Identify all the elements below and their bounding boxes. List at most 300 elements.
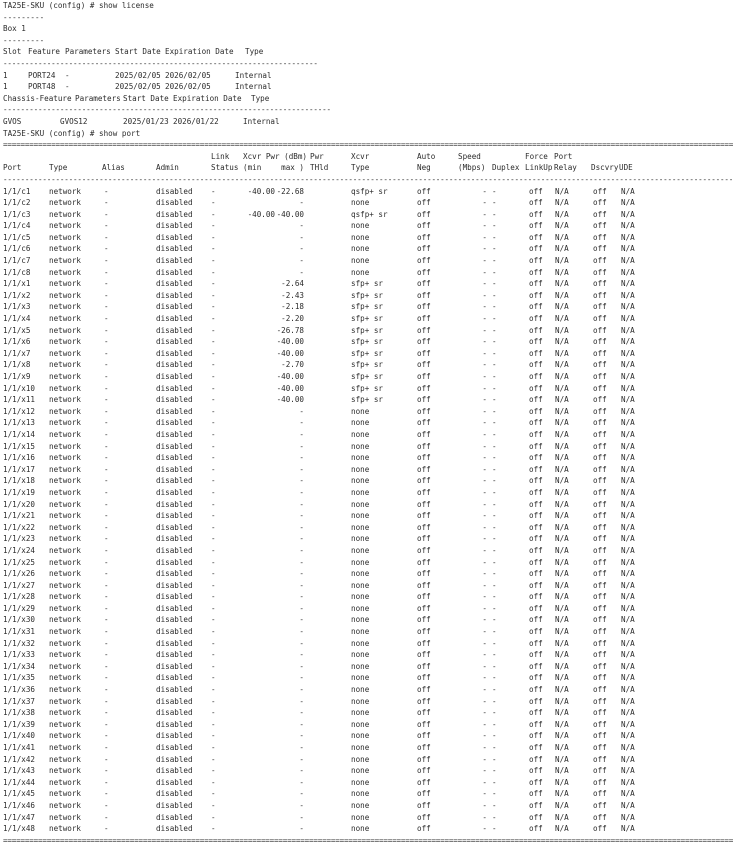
port-duplex: - [492, 696, 497, 706]
port-relay: N/A [555, 534, 569, 544]
port-xcvr-type: sfp+ sr [351, 383, 384, 393]
port-auto-neg: off [417, 534, 431, 544]
port-xcvr-pwr-max: - [299, 673, 304, 683]
port-alias: - [104, 325, 109, 335]
port-speed: - [482, 279, 487, 289]
port-force-linkup: off [529, 696, 543, 706]
col-xcvr-pwr: Xcvr Pwr (dBm) [243, 151, 308, 161]
col-link: Link [211, 151, 230, 161]
port-ude: N/A [621, 209, 635, 219]
port-xcvr-pwr-max: - [299, 557, 304, 567]
port-duplex: - [492, 522, 497, 532]
port-ude: N/A [621, 232, 635, 242]
port-id: 1/1/x48 [3, 824, 36, 834]
port-xcvr-type: none [351, 615, 370, 625]
port-dscvry: off [593, 348, 607, 358]
port-auto-neg: off [417, 418, 431, 428]
port-alias: - [104, 638, 109, 648]
port-speed: - [482, 232, 487, 242]
port-link-status: - [211, 325, 216, 335]
port-row [3, 730, 639, 742]
port-dscvry: off [593, 766, 607, 776]
port-alias: - [104, 476, 109, 486]
port-alias: - [104, 232, 109, 242]
port-xcvr-type: none [351, 429, 370, 439]
col-duplex: Duplex [492, 163, 520, 173]
port-admin: disabled [156, 522, 193, 532]
port-type: network [49, 267, 82, 277]
port-row [3, 452, 639, 464]
port-duplex: - [492, 314, 497, 324]
port-speed: - [482, 244, 487, 254]
port-auto-neg: off [417, 279, 431, 289]
license-parameters: - [65, 70, 70, 80]
port-relay: N/A [555, 372, 569, 381]
port-ude: N/A [621, 418, 635, 428]
port-admin: disabled [156, 754, 193, 764]
port-auto-neg: off [417, 290, 431, 300]
port-relay: N/A [555, 198, 569, 208]
port-duplex: - [492, 812, 497, 822]
port-type: network [49, 650, 82, 660]
port-admin: disabled [156, 487, 193, 497]
port-dscvry: off [593, 743, 607, 752]
port-id: 1/1/x44 [3, 777, 36, 787]
port-force-linkup: off [529, 279, 543, 289]
port-alias: - [104, 186, 109, 196]
port-alias: - [104, 279, 109, 289]
port-ude: N/A [621, 314, 635, 324]
port-relay: N/A [555, 650, 569, 660]
chassis-start-date: 2025/01/23 [123, 116, 169, 126]
col-force-linkup-2: LinkUp [525, 163, 553, 173]
port-row [3, 429, 639, 441]
port-ude: N/A [621, 545, 635, 555]
port-duplex: - [492, 244, 497, 254]
port-alias: - [104, 800, 109, 810]
port-xcvr-type: none [351, 580, 370, 590]
port-relay: N/A [555, 406, 569, 416]
port-dscvry: off [593, 290, 607, 300]
port-admin: disabled [156, 418, 193, 428]
port-link-status: - [211, 569, 216, 579]
port-speed: - [482, 812, 487, 822]
port-type: network [49, 209, 82, 219]
port-xcvr-pwr-max: -40.00 [276, 383, 304, 393]
port-link-status: - [211, 800, 216, 810]
port-admin: disabled [156, 302, 193, 312]
port-force-linkup: off [529, 453, 543, 463]
port-id: 1/1/x1 [3, 279, 31, 289]
port-auto-neg: off [417, 186, 431, 196]
port-header-rule: ----------------------------------------------------------------------------------------------------------------------------------------------------------------------- [3, 174, 733, 184]
port-force-linkup: off [529, 545, 543, 555]
port-duplex: - [492, 789, 497, 799]
port-xcvr-pwr-max: - [299, 777, 304, 787]
port-alias: - [104, 569, 109, 579]
port-alias: - [104, 719, 109, 729]
port-speed: - [482, 314, 487, 324]
port-auto-neg: off [417, 406, 431, 416]
port-xcvr-type: none [351, 406, 370, 416]
port-auto-neg: off [417, 522, 431, 532]
port-dscvry: off [593, 314, 607, 324]
port-xcvr-pwr-max: - [299, 615, 304, 625]
port-type: network [49, 337, 82, 347]
port-xcvr-type: none [351, 766, 370, 776]
port-type: network [49, 743, 82, 752]
port-row [3, 336, 639, 348]
port-type: network [49, 186, 82, 196]
port-relay: N/A [555, 569, 569, 579]
port-top-rule [3, 139, 733, 151]
port-id: 1/1/c1 [3, 186, 31, 196]
port-admin: disabled [156, 464, 193, 474]
port-row [3, 533, 639, 545]
port-xcvr-type: none [351, 661, 370, 671]
port-id: 1/1/x31 [3, 627, 36, 637]
port-xcvr-pwr-max: - [299, 580, 304, 590]
port-id: 1/1/c2 [3, 198, 31, 208]
port-row [3, 568, 639, 580]
port-relay: N/A [555, 383, 569, 393]
port-id: 1/1/x14 [3, 429, 36, 439]
port-type: network [49, 256, 82, 266]
chassis-divider: --------------------------------------------------------------------------- [3, 105, 331, 115]
license-row [3, 81, 639, 93]
port-alias: - [104, 580, 109, 590]
port-dscvry: off [593, 800, 607, 810]
port-alias: - [104, 673, 109, 683]
port-relay: N/A [555, 221, 569, 231]
port-xcvr-type: none [351, 603, 370, 613]
separator [3, 12, 639, 24]
port-admin: disabled [156, 325, 193, 335]
port-id: 1/1/x46 [3, 800, 36, 810]
port-row [3, 707, 639, 719]
port-auto-neg: off [417, 557, 431, 567]
port-type: network [49, 627, 82, 637]
port-duplex: - [492, 650, 497, 660]
port-xcvr-type: none [351, 777, 370, 787]
port-id: 1/1/x16 [3, 453, 36, 463]
port-type: network [49, 383, 82, 393]
port-admin: disabled [156, 545, 193, 555]
port-xcvr-pwr-max: - [299, 696, 304, 706]
port-force-linkup: off [529, 673, 543, 683]
port-link-status: - [211, 383, 216, 393]
port-duplex: - [492, 557, 497, 567]
port-force-linkup: off [529, 708, 543, 718]
port-ude: N/A [621, 244, 635, 254]
port-speed: - [482, 743, 487, 752]
port-link-status: - [211, 395, 216, 405]
port-duplex: - [492, 766, 497, 776]
port-xcvr-pwr-max: -22.68 [276, 186, 304, 196]
port-speed: - [482, 719, 487, 729]
port-dscvry: off [593, 592, 607, 602]
port-ude: N/A [621, 743, 635, 752]
port-row [3, 788, 639, 800]
port-row [3, 800, 639, 812]
port-dscvry: off [593, 441, 607, 451]
port-type: network [49, 290, 82, 300]
port-ude: N/A [621, 731, 635, 741]
port-force-linkup: off [529, 267, 543, 277]
port-auto-neg: off [417, 824, 431, 834]
box-label [3, 23, 639, 35]
port-relay: N/A [555, 302, 569, 312]
port-xcvr-pwr-max: - [299, 754, 304, 764]
port-ude: N/A [621, 673, 635, 683]
port-admin: disabled [156, 534, 193, 544]
port-auto-neg: off [417, 592, 431, 602]
port-admin: disabled [156, 615, 193, 625]
port-auto-neg: off [417, 487, 431, 497]
port-xcvr-type: none [351, 569, 370, 579]
port-id: 1/1/c8 [3, 267, 31, 277]
port-link-status: - [211, 592, 216, 602]
port-ude: N/A [621, 511, 635, 521]
port-xcvr-pwr-max: - [299, 824, 304, 834]
port-xcvr-pwr-max: - [299, 719, 304, 729]
port-relay: N/A [555, 395, 569, 405]
port-auto-neg: off [417, 499, 431, 509]
port-ude: N/A [621, 557, 635, 567]
port-alias: - [104, 557, 109, 567]
port-xcvr-pwr-max: - [299, 232, 304, 242]
port-admin: disabled [156, 650, 193, 660]
port-relay: N/A [555, 800, 569, 810]
col-alias: Alias [102, 163, 125, 173]
port-link-status: - [211, 685, 216, 695]
port-auto-neg: off [417, 719, 431, 729]
port-id: 1/1/x20 [3, 499, 36, 509]
port-xcvr-type: none [351, 638, 370, 648]
port-speed: - [482, 511, 487, 521]
port-type: network [49, 360, 82, 370]
port-ude: N/A [621, 766, 635, 776]
port-speed: - [482, 824, 487, 834]
chassis-expiration-date: 2026/01/22 [173, 116, 219, 126]
port-duplex: - [492, 198, 497, 208]
port-type: network [49, 638, 82, 648]
port-speed: - [482, 267, 487, 277]
port-xcvr-pwr-max: - [299, 256, 304, 266]
port-link-status: - [211, 731, 216, 741]
port-ude: N/A [621, 824, 635, 834]
port-dscvry: off [593, 789, 607, 799]
port-alias: - [104, 685, 109, 695]
box-label-text: Box 1 [3, 24, 26, 34]
port-link-status: - [211, 580, 216, 590]
port-ude: N/A [621, 360, 635, 370]
command-prompt-text: TA25E-SKU (config) # show port [3, 128, 141, 138]
port-row [3, 290, 639, 302]
port-type: network [49, 464, 82, 474]
port-auto-neg: off [417, 348, 431, 358]
port-duplex: - [492, 661, 497, 671]
port-admin: disabled [156, 592, 193, 602]
col-link-status: Status [211, 163, 239, 173]
port-force-linkup: off [529, 627, 543, 637]
port-alias: - [104, 603, 109, 613]
port-type: network [49, 244, 82, 254]
port-duplex: - [492, 638, 497, 648]
port-type: network [49, 569, 82, 579]
port-xcvr-pwr-max: -2.18 [281, 302, 304, 312]
port-duplex: - [492, 777, 497, 787]
port-auto-neg: off [417, 777, 431, 787]
port-duplex: - [492, 418, 497, 428]
port-link-status: - [211, 406, 216, 416]
port-force-linkup: off [529, 302, 543, 312]
port-ude: N/A [621, 302, 635, 312]
port-speed: - [482, 603, 487, 613]
port-link-status: - [211, 279, 216, 289]
port-xcvr-type: none [351, 267, 370, 277]
port-alias: - [104, 545, 109, 555]
port-type: network [49, 592, 82, 602]
port-admin: disabled [156, 580, 193, 590]
port-speed: - [482, 557, 487, 567]
port-dscvry: off [593, 360, 607, 370]
port-speed: - [482, 592, 487, 602]
port-auto-neg: off [417, 337, 431, 347]
port-admin: disabled [156, 766, 193, 776]
port-relay: N/A [555, 580, 569, 590]
port-admin: disabled [156, 279, 193, 289]
port-ude: N/A [621, 383, 635, 393]
port-admin: disabled [156, 719, 193, 729]
port-id: 1/1/x29 [3, 603, 36, 613]
port-dscvry: off [593, 731, 607, 741]
port-ude: N/A [621, 279, 635, 289]
port-speed: - [482, 464, 487, 474]
port-xcvr-pwr-max: - [299, 743, 304, 752]
port-duplex: - [492, 627, 497, 637]
port-xcvr-pwr-max: - [299, 708, 304, 718]
port-type: network [49, 534, 82, 544]
port-xcvr-pwr-max: - [299, 522, 304, 532]
port-id: 1/1/c5 [3, 232, 31, 242]
port-force-linkup: off [529, 580, 543, 590]
port-row [3, 499, 639, 511]
port-dscvry: off [593, 325, 607, 335]
port-id: 1/1/x43 [3, 766, 36, 776]
port-xcvr-pwr-max: - [299, 650, 304, 660]
port-id: 1/1/x45 [3, 789, 36, 799]
port-auto-neg: off [417, 812, 431, 822]
port-xcvr-type: none [351, 441, 370, 451]
port-link-status: - [211, 232, 216, 242]
port-xcvr-pwr-max: -40.00 [276, 337, 304, 347]
port-alias: - [104, 418, 109, 428]
port-alias: - [104, 441, 109, 451]
port-admin: disabled [156, 731, 193, 741]
port-xcvr-pwr-max: - [299, 406, 304, 416]
port-ude: N/A [621, 777, 635, 787]
port-ude: N/A [621, 789, 635, 799]
port-force-linkup: off [529, 557, 543, 567]
port-relay: N/A [555, 267, 569, 277]
port-xcvr-type: sfp+ sr [351, 348, 384, 358]
port-alias: - [104, 499, 109, 509]
port-alias: - [104, 627, 109, 637]
port-row [3, 522, 639, 534]
port-alias: - [104, 383, 109, 393]
port-row [3, 313, 639, 325]
port-dscvry: off [593, 812, 607, 822]
port-ude: N/A [621, 267, 635, 277]
port-force-linkup: off [529, 395, 543, 405]
port-auto-neg: off [417, 325, 431, 335]
port-dscvry: off [593, 209, 607, 219]
port-speed: - [482, 337, 487, 347]
port-admin: disabled [156, 708, 193, 718]
license-expiration-date: 2026/02/05 [165, 82, 211, 92]
port-type: network [49, 777, 82, 787]
port-link-status: - [211, 615, 216, 625]
port-id: 1/1/x27 [3, 580, 36, 590]
port-admin: disabled [156, 569, 193, 579]
port-relay: N/A [555, 453, 569, 463]
port-force-linkup: off [529, 812, 543, 822]
port-xcvr-type: none [351, 789, 370, 799]
port-id: 1/1/x4 [3, 314, 31, 324]
port-row [3, 696, 639, 708]
port-xcvr-type: none [351, 627, 370, 637]
port-speed: - [482, 302, 487, 312]
separator [3, 35, 639, 47]
port-dscvry: off [593, 545, 607, 555]
port-xcvr-type: none [351, 650, 370, 660]
port-link-status: - [211, 545, 216, 555]
port-dscvry: off [593, 232, 607, 242]
port-alias: - [104, 777, 109, 787]
port-link-status: - [211, 673, 216, 683]
port-duplex: - [492, 395, 497, 405]
port-id: 1/1/x34 [3, 661, 36, 671]
port-ude: N/A [621, 522, 635, 532]
port-ude: N/A [621, 256, 635, 266]
port-alias: - [104, 754, 109, 764]
port-ude: N/A [621, 569, 635, 579]
port-row [3, 278, 639, 290]
port-force-linkup: off [529, 383, 543, 393]
port-xcvr-pwr-max: -40.00 [276, 348, 304, 358]
port-force-linkup: off [529, 766, 543, 776]
port-row [3, 672, 639, 684]
port-ude: N/A [621, 812, 635, 822]
port-alias: - [104, 650, 109, 660]
port-type: network [49, 372, 82, 381]
port-admin: disabled [156, 557, 193, 567]
port-duplex: - [492, 232, 497, 242]
port-ude: N/A [621, 534, 635, 544]
port-alias: - [104, 453, 109, 463]
port-ude: N/A [621, 198, 635, 208]
port-admin: disabled [156, 627, 193, 637]
port-xcvr-type: none [351, 545, 370, 555]
port-force-linkup: off [529, 603, 543, 613]
port-force-linkup: off [529, 186, 543, 196]
port-speed: - [482, 534, 487, 544]
port-row [3, 301, 639, 313]
port-relay: N/A [555, 627, 569, 637]
port-xcvr-type: none [351, 696, 370, 706]
license-type: Internal [235, 82, 272, 92]
